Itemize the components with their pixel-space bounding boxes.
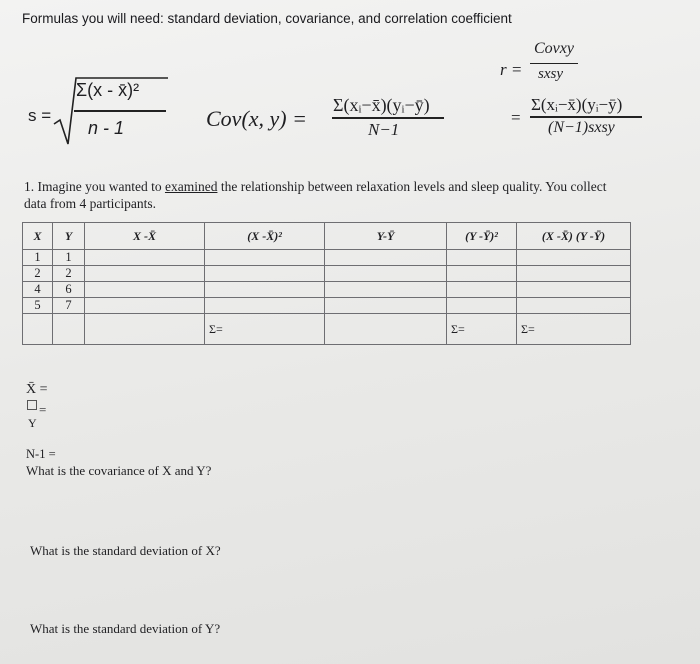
cell-empty[interactable] xyxy=(85,298,205,314)
cell-x: 2 xyxy=(23,266,53,282)
cell-y: 6 xyxy=(53,282,85,298)
table-row xyxy=(23,250,631,266)
cell-empty[interactable] xyxy=(325,282,447,298)
question-sd-y: What is the standard deviation of Y? xyxy=(30,621,221,636)
header-x-dev-squared: (X -X̄)² xyxy=(205,223,325,250)
corr-equals-2: = xyxy=(511,108,521,127)
sd-fraction-bar xyxy=(74,110,166,112)
header-text: Formulas you will need: standard deviation, covariance, and correlation coefficient xyxy=(22,11,512,26)
cell-empty[interactable] xyxy=(205,250,325,266)
cell-y: 2 xyxy=(53,266,85,282)
corr-formula-denominator-1: sxsy xyxy=(538,66,563,82)
cell-empty[interactable] xyxy=(205,298,325,314)
corr-formula-denominator-2: (N−1)sxsy xyxy=(548,119,615,136)
question-covariance: What is the covariance of X and Y? xyxy=(26,463,212,478)
missing-glyph-box-icon xyxy=(27,400,37,410)
question-1-suffix: the relationship between relaxation levels and sleep quality. You collect data from 4 participants. xyxy=(24,179,607,211)
corr-formula-lhs: r = xyxy=(500,60,523,79)
cell-empty xyxy=(53,314,85,345)
cell-empty[interactable] xyxy=(447,250,517,266)
sd-formula-lhs: s = xyxy=(28,106,52,125)
question-sd-x: What is the standard deviation of X? xyxy=(30,543,221,558)
cell-x: 5 xyxy=(23,298,53,314)
cell-empty[interactable] xyxy=(325,266,447,282)
table-header-row xyxy=(23,223,631,250)
cell-empty[interactable] xyxy=(447,266,517,282)
cell-empty[interactable] xyxy=(517,298,631,314)
question-1-prefix: 1. Imagine you wanted to xyxy=(24,179,165,194)
cell-empty[interactable] xyxy=(325,250,447,266)
cell-empty[interactable] xyxy=(447,298,517,314)
cov-formula-denominator: N−1 xyxy=(368,120,400,139)
sum-row xyxy=(23,314,631,345)
y-mean-label: Y xyxy=(28,416,37,430)
cell-empty[interactable] xyxy=(85,282,205,298)
header-y: Y xyxy=(53,223,85,250)
cell-y: 7 xyxy=(53,298,85,314)
sd-formula-numerator: Σ(x - x̄)² xyxy=(76,80,140,100)
table-row xyxy=(23,266,631,282)
sd-formula-denominator: n - 1 xyxy=(88,118,125,138)
n-minus-1-label: N-1 = xyxy=(26,447,56,461)
question-1-underlined: examined xyxy=(164,179,218,194)
x-mean-label: X̄ = xyxy=(26,382,48,397)
cell-y: 1 xyxy=(53,250,85,266)
corr-fraction-bar-2 xyxy=(530,116,642,118)
header-x: X xyxy=(23,223,53,250)
cov-fraction-bar xyxy=(332,117,444,119)
cell-x: 1 xyxy=(23,250,53,266)
cell-x: 4 xyxy=(23,282,53,298)
corr-formula-numerator-2: Σ(xᵢ−x̄)(yᵢ−ȳ) xyxy=(531,95,623,114)
sum-cross-product[interactable]: Σ= xyxy=(517,314,631,345)
cell-empty xyxy=(85,314,205,345)
header-cross-product: (X -X̄) (Y -Ȳ) xyxy=(517,223,631,250)
cell-empty xyxy=(23,314,53,345)
cell-empty[interactable] xyxy=(517,250,631,266)
sum-x-dev-squared[interactable]: Σ= xyxy=(205,314,325,345)
cell-empty[interactable] xyxy=(205,266,325,282)
header-y-dev-squared: (Y -Ȳ)² xyxy=(447,223,517,250)
question-1-text xyxy=(24,178,624,212)
cell-empty[interactable] xyxy=(325,298,447,314)
cell-empty[interactable] xyxy=(517,266,631,282)
cell-empty[interactable] xyxy=(517,282,631,298)
cell-empty[interactable] xyxy=(447,282,517,298)
table-row xyxy=(23,282,631,298)
corr-formula-numerator-1: Covxy xyxy=(534,40,574,57)
data-table xyxy=(22,222,631,345)
cell-empty[interactable] xyxy=(85,266,205,282)
table-row xyxy=(23,298,631,314)
cov-formula-numerator: Σ(xᵢ−x̄)(yᵢ−ȳ) xyxy=(333,95,430,115)
cell-empty[interactable] xyxy=(85,250,205,266)
header-x-minus-mean: X -X̄ xyxy=(85,223,205,250)
sum-y-dev-squared[interactable]: Σ= xyxy=(447,314,517,345)
corr-fraction-bar-1 xyxy=(530,63,578,64)
cell-empty xyxy=(325,314,447,345)
header-y-minus-mean: Y-Ȳ xyxy=(325,223,447,250)
cov-formula-lhs: Cov(x, y) = xyxy=(206,106,307,131)
cell-empty[interactable] xyxy=(205,282,325,298)
y-mean-equals: = xyxy=(39,402,47,417)
